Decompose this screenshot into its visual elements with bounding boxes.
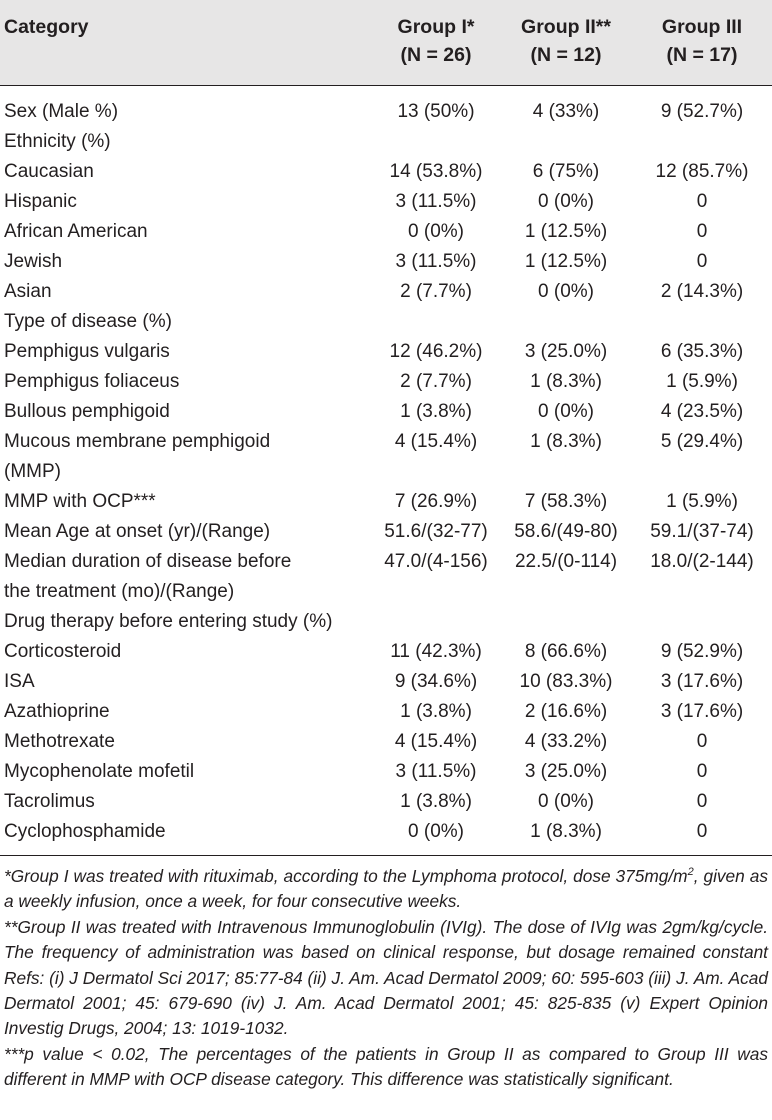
row-label-text: Type of disease (%): [4, 311, 172, 332]
header-group-3-name: Group III: [661, 16, 743, 38]
cell-group-3: 9 (52.9%): [660, 641, 744, 662]
cell-group-2: 0 (0%): [538, 191, 594, 212]
cell-group-3: [632, 607, 772, 637]
row-label-text: Methotrexate: [4, 731, 115, 752]
header-group-3-n: (N = 17): [666, 44, 738, 66]
table-row: [0, 247, 772, 277]
footnote-group-1-text: *Group I was treated with rituximab, according to the Lymphoma protocol, dose 375mg/m: [4, 866, 688, 886]
cell-group-3: 0: [696, 731, 708, 752]
cell-group-1: 3 (11.5%): [395, 761, 477, 782]
cell-group-3: 5 (29.4%): [660, 431, 744, 452]
table-row: [0, 517, 772, 547]
table-row: [0, 787, 772, 817]
row-label: [0, 127, 372, 157]
cell-group-3: 0: [696, 791, 708, 812]
cell-group-3: 6 (35.3%): [660, 341, 744, 362]
row-label: [0, 427, 372, 487]
cell-group-1: 0 (0%): [408, 221, 464, 242]
cell-group-2: 3 (25.0%): [524, 761, 608, 782]
cell-group-1: 47.0/(4-156): [384, 551, 488, 572]
table-row: [0, 217, 772, 247]
cell-group-3: 0: [696, 221, 708, 242]
cell-group-1: 12 (46.2%): [389, 341, 483, 362]
cell-group-2: 0 (0%): [538, 791, 594, 812]
row-label-text: Pemphigus vulgaris: [4, 341, 170, 362]
header-group-1: [372, 0, 500, 86]
cell-group-1: 51.6/(32-77): [384, 521, 488, 542]
cell-group-1: 2 (7.7%): [400, 281, 472, 302]
cell-group-1: 1 (3.8%): [400, 701, 472, 722]
cell-group-3: 2 (14.3%): [660, 281, 744, 302]
row-label: [0, 217, 372, 247]
cell-group-1: 1 (3.8%): [400, 401, 472, 422]
table-row: [0, 86, 772, 128]
header-group-2: [500, 0, 632, 86]
cell-group-1: 4 (15.4%): [394, 731, 478, 752]
footnote-group-1-superscript: 2: [687, 866, 694, 879]
row-label: [0, 637, 372, 667]
row-label: [0, 187, 372, 217]
row-label-text: Hispanic: [4, 191, 77, 212]
row-label: [0, 307, 372, 337]
cell-group-2: 10 (83.3%): [519, 671, 613, 692]
row-label-text: Asian: [4, 281, 52, 302]
row-label-text: African American: [4, 221, 148, 242]
row-label: [0, 547, 372, 607]
row-label: [0, 517, 372, 547]
cell-group-1: 9 (34.6%): [394, 671, 478, 692]
row-label: [0, 367, 372, 397]
row-label-text: Tacrolimus: [4, 791, 95, 812]
footnote-group-1: [4, 864, 768, 915]
table-row: [0, 427, 772, 487]
cell-group-3: 9 (52.7%): [660, 101, 744, 122]
cell-group-1: 3 (11.5%): [395, 251, 477, 272]
row-label: [0, 337, 372, 367]
cell-group-3: 0: [696, 761, 708, 782]
row-label-text: Cyclophosphamide: [4, 821, 166, 842]
header-group-1-name: Group I*: [397, 16, 475, 38]
table-footnotes: [4, 864, 768, 1093]
cell-group-1: 14 (53.8%): [389, 161, 483, 182]
cell-group-2: 1 (12.5%): [524, 221, 608, 242]
cell-group-2: [500, 307, 632, 337]
cell-group-3: 4 (23.5%): [660, 401, 744, 422]
table-row: [0, 187, 772, 217]
row-label-text: Mycophenolate mofetil: [4, 761, 195, 782]
row-label: [0, 727, 372, 757]
row-label: [0, 86, 372, 128]
cell-group-3: 1 (5.9%): [666, 491, 738, 512]
row-label-text: Ethnicity (%): [4, 131, 111, 152]
row-label-text: Mean Age at onset (yr)/(Range): [4, 521, 271, 542]
cell-group-3: 1 (5.9%): [666, 371, 738, 392]
row-label: [0, 607, 372, 637]
header-group-3: [632, 0, 772, 86]
header-group-2-n: (N = 12): [530, 44, 602, 66]
row-label-text: Bullous pemphigoid: [4, 401, 170, 422]
table-header: [0, 0, 772, 86]
cell-group-2: 1 (12.5%): [524, 251, 608, 272]
table-row: [0, 127, 772, 157]
row-label-text: Drug therapy before entering study (%): [4, 611, 333, 632]
row-label: [0, 817, 372, 856]
cell-group-2: 1 (8.3%): [530, 431, 602, 452]
cell-group-3: 18.0/(2-144): [650, 551, 754, 572]
table-row: [0, 727, 772, 757]
cell-group-2: 6 (75%): [532, 161, 600, 182]
cell-group-2: 2 (16.6%): [524, 701, 608, 722]
header-group-1-n: (N = 26): [400, 44, 472, 66]
table-row: [0, 637, 772, 667]
row-label: [0, 697, 372, 727]
cell-group-2: [500, 127, 632, 157]
table-row: [0, 607, 772, 637]
cell-group-1: 3 (11.5%): [395, 191, 477, 212]
table-row: [0, 157, 772, 187]
row-label: [0, 277, 372, 307]
cell-group-3: 0: [696, 821, 708, 842]
table-row: [0, 367, 772, 397]
table-row: [0, 697, 772, 727]
row-label: [0, 397, 372, 427]
table-row: [0, 307, 772, 337]
footnote-group-1-tail: , given as a weekly infusion, once a week, for four consecutive weeks.: [4, 866, 768, 912]
row-label-text: Azathioprine: [4, 701, 110, 722]
cell-group-3: 3 (17.6%): [660, 671, 744, 692]
table-row: [0, 817, 772, 856]
row-label-text: MMP with OCP***: [4, 491, 156, 512]
cell-group-2: 1 (8.3%): [530, 821, 602, 842]
row-label-text: Jewish: [4, 251, 63, 272]
cell-group-1: 1 (3.8%): [400, 791, 472, 812]
cell-group-2: 0 (0%): [538, 401, 594, 422]
cell-group-2: 22.5/(0-114): [514, 551, 618, 572]
table-row: [0, 487, 772, 517]
table-body: [0, 86, 772, 856]
cell-group-1: 11 (42.3%): [390, 641, 482, 662]
row-label: [0, 247, 372, 277]
cell-group-2: 4 (33%): [532, 101, 600, 122]
row-label-text: Sex (Male %): [4, 101, 119, 122]
footnote-group-2: **Group II was treated with Intravenous Immunoglobulin (IVIg). The dose of IVIg was 2gm/kg/cycle. The frequency of administration was based on clinical response, but dosage remained constant Refs: (i) J Dermatol Sci 2017; 85:77-84 (ii) J. Am. Acad Dermatol 2009; 60: 595-603 (iii) J. Am. Acad Dermatol 2001; 45: 679-690 (iv) J. Am. Acad Dermatol 2001; 45: 825-835 (v) Expert Opinion Investig Drugs, 2004; 13: 1019-1032.: [4, 916, 768, 1039]
cell-group-1: [372, 607, 500, 637]
row-label-text: Pemphigus foliaceus: [4, 371, 180, 392]
cell-group-2: 7 (58.3%): [524, 491, 608, 512]
row-label: [0, 487, 372, 517]
cell-group-2: [500, 607, 632, 637]
cell-group-2: 1 (8.3%): [530, 371, 602, 392]
row-label: [0, 757, 372, 787]
cell-group-3: [632, 127, 772, 157]
row-label-text: Mucous membrane pemphigoid: [4, 431, 271, 452]
table-row: [0, 757, 772, 787]
header-row: [0, 0, 772, 86]
row-label: [0, 157, 372, 187]
cell-group-1: 7 (26.9%): [394, 491, 478, 512]
row-label-text: Median duration of disease before: [4, 551, 292, 572]
cell-group-1: 0 (0%): [408, 821, 464, 842]
cell-group-2: 8 (66.6%): [524, 641, 608, 662]
cell-group-3: [632, 307, 772, 337]
table-row: [0, 547, 772, 607]
cell-group-1: 2 (7.7%): [400, 371, 472, 392]
cell-group-2: 0 (0%): [538, 281, 594, 302]
row-label-text: ISA: [4, 671, 35, 692]
cell-group-3: 3 (17.6%): [660, 701, 744, 722]
row-label-text: Corticosteroid: [4, 641, 122, 662]
header-group-2-name: Group II**: [521, 16, 611, 38]
table-row: [0, 277, 772, 307]
cell-group-1: 4 (15.4%): [394, 431, 478, 452]
cell-group-1: [372, 127, 500, 157]
footnote-significance: ***p value < 0.02, The percentages of the patients in Group II as compared to Group III was different in MMP with OCP disease category. This difference was statistically significant.: [4, 1043, 768, 1090]
cell-group-2: 3 (25.0%): [524, 341, 608, 362]
cell-group-2: 58.6/(49-80): [514, 521, 618, 542]
cell-group-1: 13 (50%): [397, 101, 475, 122]
row-label-text: Caucasian: [4, 161, 94, 182]
table-row: [0, 397, 772, 427]
header-category: Category: [4, 16, 89, 38]
cell-group-2: 4 (33.2%): [524, 731, 608, 752]
row-label-continuation: (MMP): [4, 461, 61, 482]
cell-group-3: 0: [696, 251, 708, 272]
cell-group-3: 12 (85.7%): [655, 161, 749, 182]
row-label: [0, 787, 372, 817]
row-label-continuation: the treatment (mo)/(Range): [4, 581, 235, 602]
table-row: [0, 667, 772, 697]
cell-group-3: 59.1/(37-74): [650, 521, 754, 542]
row-label: [0, 667, 372, 697]
cell-group-1: [372, 307, 500, 337]
table-row: [0, 337, 772, 367]
cell-group-3: 0: [696, 191, 708, 212]
